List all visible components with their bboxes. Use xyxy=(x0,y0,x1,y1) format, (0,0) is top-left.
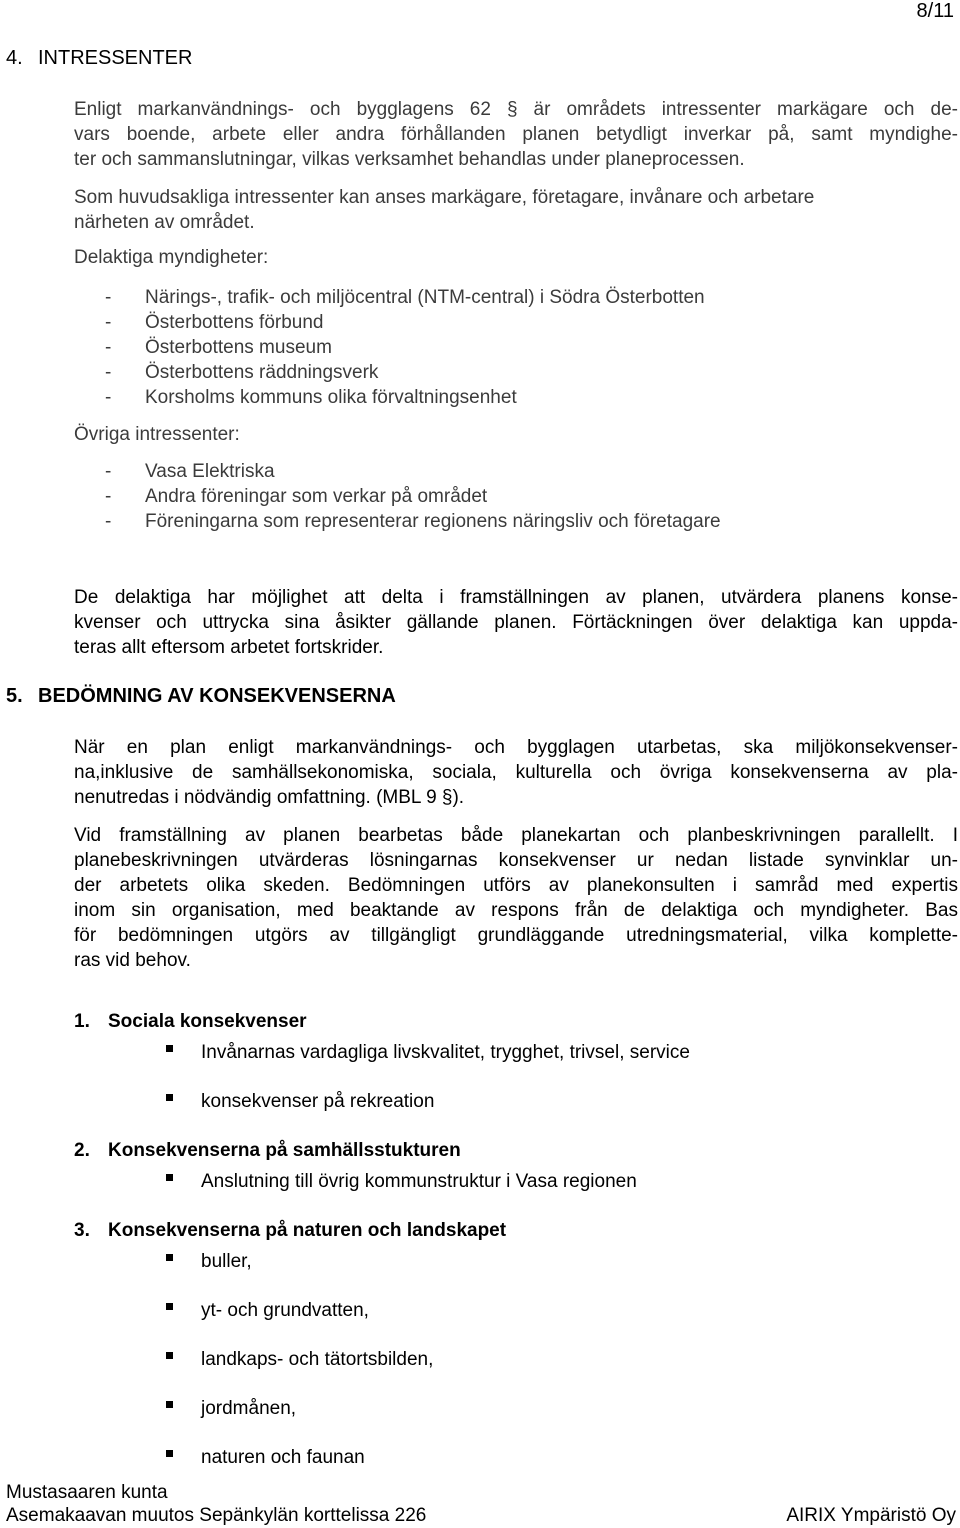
bullet-item xyxy=(166,1447,365,1469)
dash-marker: - xyxy=(105,362,112,383)
section-4-number: 4. xyxy=(6,47,23,69)
text-line: nenutredas i nödvändig omfattning. (MBL 9 §). xyxy=(74,787,465,808)
square-bullet-icon xyxy=(166,1303,173,1310)
section-5-title: BEDÖMNING AV KONSEKVENSERNA xyxy=(38,685,396,707)
footer-plan-title: Asemakaavan muutos Sepänkylän korttelissa 226 xyxy=(6,1505,427,1526)
dash-marker: - xyxy=(105,461,112,482)
text-line: närheten av området. xyxy=(74,212,255,233)
bullet-item xyxy=(166,1398,296,1420)
section-5-heading xyxy=(6,685,396,708)
text-line: inom sin organisation, med beaktande av respons från de delaktiga och myndigheter. Bas xyxy=(74,900,958,921)
section-4-title: INTRESSENTER xyxy=(38,47,193,69)
dash-marker: - xyxy=(105,486,112,507)
text-line: na,inklusive de samhällsekonomiska, sociala, kulturella och övriga konsekvenserna av pla- xyxy=(74,762,958,783)
section-5-paragraph-1 xyxy=(74,735,958,810)
text-line: När en plan enligt markanvändnings- och bygglagen utarbetas, ska miljökonsekvenser- xyxy=(74,737,958,758)
text-line: De delaktiga har möjlighet att delta i framställningen av planen, utvärdera planens konse- xyxy=(74,587,958,608)
text-line: för bedömningen utgörs av tillgängligt grundläggande utredningsmaterial, vilka komplette- xyxy=(74,925,958,946)
text-line: Enligt markanvändnings- och bygglagens 62 § är områdets intressenter markägare och de- xyxy=(74,99,958,120)
others-heading: Övriga intressenter: xyxy=(74,424,240,445)
list-item xyxy=(105,385,705,410)
bullet-text: yt- och grundvatten, xyxy=(201,1300,369,1321)
group-title: Konsekvenserna på naturen och landskapet xyxy=(108,1220,507,1241)
bullet-text: konsekvenser på rekreation xyxy=(201,1091,435,1112)
dash-marker: - xyxy=(105,387,112,408)
bullet-text: jordmånen, xyxy=(201,1398,297,1419)
section-5-number: 5. xyxy=(6,685,23,707)
bullet-item xyxy=(166,1171,637,1193)
section-4-paragraph-1 xyxy=(74,97,958,172)
text-line: ter och sammanslutningar, vilkas verksamhet behandlas under planeprocessen. xyxy=(74,149,745,170)
group-number: 1. xyxy=(74,1011,90,1032)
list-item xyxy=(105,509,721,534)
section-4-paragraph-3 xyxy=(74,585,958,660)
text-line: ras vid behov. xyxy=(74,950,191,971)
list-item-text: Österbottens räddningsverk xyxy=(145,362,379,383)
list-item-text: Andra föreningar som verkar på området xyxy=(145,486,488,507)
bullet-item xyxy=(166,1349,433,1371)
dash-marker: - xyxy=(105,287,112,308)
authorities-list xyxy=(105,285,705,410)
list-item-text: Österbottens förbund xyxy=(145,312,324,333)
list-item xyxy=(105,484,721,509)
text-line: kvenser och uttrycka sina åsikter gällande planen. Förtäckningen över delaktiga kan uppda- xyxy=(74,612,958,633)
text-line: vars boende, arbete eller andra förhållanden planen betydligt inverkar på, samt myndighe- xyxy=(74,124,958,145)
group-title: Sociala konsekvenser xyxy=(108,1011,307,1032)
square-bullet-icon xyxy=(166,1352,173,1359)
section-4-heading xyxy=(6,47,192,70)
bullet-text: Invånarnas vardagliga livskvalitet, trygghet, trivsel, service xyxy=(201,1042,690,1063)
list-item-text: Österbottens museum xyxy=(145,337,332,358)
square-bullet-icon xyxy=(166,1045,173,1052)
square-bullet-icon xyxy=(166,1254,173,1261)
square-bullet-icon xyxy=(166,1450,173,1457)
group-2-heading xyxy=(74,1140,461,1162)
bullet-text: Anslutning till övrig kommunstruktur i Vasa regionen xyxy=(201,1171,637,1192)
dash-marker: - xyxy=(105,511,112,532)
others-list xyxy=(105,459,721,534)
group-3-heading xyxy=(74,1220,506,1242)
bullet-item xyxy=(166,1251,252,1273)
bullet-text: naturen och faunan xyxy=(201,1447,365,1468)
square-bullet-icon xyxy=(166,1401,173,1408)
list-item xyxy=(105,459,721,484)
square-bullet-icon xyxy=(166,1174,173,1181)
group-number: 3. xyxy=(74,1220,90,1241)
list-item-text: Föreningarna som representerar regionens näringsliv och företagare xyxy=(145,511,721,532)
text-line: Som huvudsakliga intressenter kan anses markägare, företagare, invånare och arbetare xyxy=(74,187,815,208)
bullet-text: landkaps- och tätortsbilden, xyxy=(201,1349,434,1370)
group-number: 2. xyxy=(74,1140,90,1161)
bullet-text: buller, xyxy=(201,1251,252,1272)
footer-municipality: Mustasaaren kunta xyxy=(6,1482,168,1503)
list-item xyxy=(105,285,705,310)
dash-marker: - xyxy=(105,337,112,358)
list-item-text: Närings-, trafik- och miljöcentral (NTM-central) i Södra Österbotten xyxy=(145,287,705,308)
text-line: der arbetets olika skeden. Bedömningen utförs av planekonsulten i samråd med expertis xyxy=(74,875,958,896)
section-4-paragraph-2 xyxy=(74,185,958,235)
list-item-text: Vasa Elektriska xyxy=(145,461,275,482)
dash-marker: - xyxy=(105,312,112,333)
square-bullet-icon xyxy=(166,1094,173,1101)
footer-company: AIRIX Ympäristö Oy xyxy=(786,1505,956,1526)
text-line: teras allt eftersom arbetet fortskrider. xyxy=(74,637,384,658)
authorities-heading: Delaktiga myndigheter: xyxy=(74,247,269,268)
bullet-item xyxy=(166,1091,434,1113)
text-line: planebeskrivningen utvärderas lösningarnas konsekvenser ur nedan listade synvinklar un- xyxy=(74,850,958,871)
bullet-item xyxy=(166,1042,690,1064)
list-item xyxy=(105,360,705,385)
list-item xyxy=(105,310,705,335)
page-number: 8/11 xyxy=(916,0,954,22)
list-item-text: Korsholms kommuns olika förvaltningsenhet xyxy=(145,387,517,408)
section-5-paragraph-2 xyxy=(74,823,958,973)
bullet-item xyxy=(166,1300,369,1322)
group-1-heading xyxy=(74,1011,307,1033)
group-title: Konsekvenserna på samhällsstukturen xyxy=(108,1140,461,1161)
text-line: Vid framställning av planen bearbetas både planekartan och planbeskrivningen parallellt. I xyxy=(74,825,958,846)
list-item xyxy=(105,335,705,360)
